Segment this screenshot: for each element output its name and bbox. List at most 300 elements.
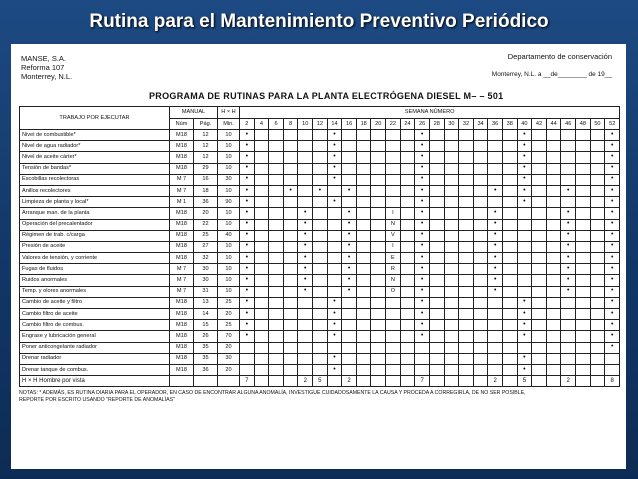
week-cell xyxy=(283,219,298,230)
week-cell xyxy=(415,241,430,252)
week-cell xyxy=(532,230,547,241)
week-cell xyxy=(415,297,430,308)
week-cell xyxy=(415,152,430,163)
week-cell xyxy=(590,197,605,208)
week-cell xyxy=(576,309,591,320)
week-cell xyxy=(400,230,415,241)
week-cell xyxy=(605,253,620,264)
week-cell xyxy=(502,230,517,241)
minutes: 30 xyxy=(218,353,240,364)
company-name: MANSE, S.A. xyxy=(21,54,67,63)
week-cell xyxy=(400,163,415,174)
week-cell xyxy=(532,253,547,264)
week-cell xyxy=(546,364,561,375)
check-mark: • xyxy=(304,231,307,239)
week-cell xyxy=(327,286,342,297)
week-cell xyxy=(517,364,532,375)
task-name: Anillos recolectores xyxy=(20,185,170,196)
task-name: Escobillas recolectoras xyxy=(20,174,170,185)
week-cell xyxy=(415,264,430,275)
week-cell xyxy=(400,185,415,196)
check-mark: • xyxy=(420,186,424,194)
week-cell xyxy=(298,219,313,230)
week-cell xyxy=(283,152,298,163)
week-cell xyxy=(546,219,561,230)
week-cell xyxy=(502,297,517,308)
week-cell xyxy=(546,253,561,264)
check-mark: • xyxy=(245,264,249,272)
week-cell xyxy=(327,364,342,375)
week-cell xyxy=(298,320,313,331)
week-cell xyxy=(590,364,605,375)
week-cell xyxy=(415,141,430,152)
week-cell xyxy=(254,185,269,196)
check-mark: • xyxy=(347,231,351,239)
check-mark: • xyxy=(420,152,424,160)
week-cell xyxy=(429,219,444,230)
week-cell xyxy=(400,219,415,230)
check-mark: • xyxy=(245,253,249,261)
empty-cell xyxy=(218,376,240,387)
task-name: Drenar radiador xyxy=(20,353,170,364)
table-row xyxy=(20,353,620,364)
check-mark: • xyxy=(289,186,292,194)
check-mark: • xyxy=(304,287,307,295)
vertical-letter: N xyxy=(390,277,395,284)
week-cell xyxy=(254,275,269,286)
week-cell xyxy=(327,230,342,241)
week-cell xyxy=(605,197,620,208)
week-header: 48 xyxy=(576,119,591,130)
week-cell xyxy=(371,275,386,286)
task-name: Limpieza de planta y local* xyxy=(20,197,170,208)
week-cell xyxy=(444,320,459,331)
week-cell xyxy=(546,331,561,342)
week-cell xyxy=(327,331,342,342)
week-cell xyxy=(502,185,517,196)
week-header: 2 xyxy=(240,119,255,130)
minutes: 10 xyxy=(218,286,240,297)
maintenance-document xyxy=(11,44,626,469)
manual-page: 35 xyxy=(194,353,218,364)
week-cell xyxy=(313,185,328,196)
week-cell xyxy=(283,241,298,252)
week-cell xyxy=(269,320,284,331)
table-row xyxy=(20,174,620,185)
week-cell xyxy=(444,141,459,152)
week-cell xyxy=(356,152,371,163)
notes-line-1: NOTAS: * ADEMÁS, ES RUTINA DIARIA PARA EL OPERADOR, EN CASO DE ENCONTRAR ALGUNA ANOMALÍA, INVESTIGUE CUIDADOSAMENTE LA CAUSA Y PROCEDA A CORREGIRLA, DE NO SER POSIBLE, xyxy=(19,390,526,397)
week-cell xyxy=(444,152,459,163)
week-cell xyxy=(576,342,591,353)
week-cell xyxy=(356,163,371,174)
week-cell xyxy=(605,353,620,364)
week-cell xyxy=(546,208,561,219)
week-cell xyxy=(444,264,459,275)
week-cell xyxy=(561,286,576,297)
week-cell xyxy=(488,163,503,174)
week-cell xyxy=(415,286,430,297)
week-cell xyxy=(561,320,576,331)
hxh-value xyxy=(473,376,488,387)
week-cell xyxy=(240,241,255,252)
week-cell xyxy=(605,286,620,297)
week-cell xyxy=(342,230,357,241)
hxh-value xyxy=(371,376,386,387)
week-cell xyxy=(254,241,269,252)
manual-page: 14 xyxy=(194,309,218,320)
week-cell xyxy=(371,309,386,320)
week-cell xyxy=(532,241,547,252)
week-cell xyxy=(240,141,255,152)
check-mark: • xyxy=(347,220,351,228)
company-street: Reforma 107 xyxy=(21,63,65,72)
week-cell xyxy=(313,353,328,364)
week-cell xyxy=(313,241,328,252)
week-cell xyxy=(561,264,576,275)
minutes: 20 xyxy=(218,309,240,320)
check-mark: • xyxy=(566,231,570,239)
minutes: 90 xyxy=(218,197,240,208)
week-cell xyxy=(429,174,444,185)
week-cell xyxy=(459,230,474,241)
week-cell xyxy=(356,241,371,252)
week-cell xyxy=(283,163,298,174)
week-cell xyxy=(371,241,386,252)
week-cell xyxy=(517,185,532,196)
week-cell xyxy=(561,174,576,185)
week-cell xyxy=(298,353,313,364)
week-cell xyxy=(415,174,430,185)
week-cell xyxy=(415,364,430,375)
check-mark: • xyxy=(245,141,249,149)
minutes: 25 xyxy=(218,320,240,331)
table-row xyxy=(20,253,620,264)
check-mark: • xyxy=(493,208,497,216)
task-name: Nivel de combustible* xyxy=(20,130,170,141)
week-cell xyxy=(313,286,328,297)
week-cell xyxy=(429,208,444,219)
week-cell xyxy=(561,275,576,286)
week-cell xyxy=(342,297,357,308)
week-cell xyxy=(386,264,401,275)
week-cell xyxy=(283,253,298,264)
week-cell xyxy=(240,309,255,320)
week-header: 20 xyxy=(371,119,386,130)
check-mark: • xyxy=(523,175,526,183)
week-cell xyxy=(342,275,357,286)
week-cell xyxy=(400,208,415,219)
week-cell xyxy=(298,174,313,185)
week-cell xyxy=(429,185,444,196)
week-cell xyxy=(342,253,357,264)
week-cell xyxy=(459,197,474,208)
week-cell xyxy=(283,320,298,331)
department-label: Departamento de conservación xyxy=(507,52,612,61)
week-cell xyxy=(400,331,415,342)
week-cell xyxy=(459,353,474,364)
week-cell xyxy=(298,241,313,252)
week-header: 24 xyxy=(400,119,415,130)
week-cell xyxy=(371,342,386,353)
week-cell xyxy=(313,230,328,241)
check-mark: • xyxy=(347,208,351,216)
week-cell xyxy=(605,130,620,141)
week-cell xyxy=(444,208,459,219)
week-cell xyxy=(240,219,255,230)
week-cell xyxy=(561,331,576,342)
week-cell xyxy=(371,219,386,230)
week-cell xyxy=(356,230,371,241)
manual-num: M18 xyxy=(170,241,194,252)
week-cell xyxy=(313,264,328,275)
week-cell xyxy=(283,364,298,375)
minutes: 40 xyxy=(218,230,240,241)
week-cell xyxy=(517,342,532,353)
week-cell xyxy=(269,163,284,174)
week-header: 28 xyxy=(429,119,444,130)
week-cell xyxy=(269,353,284,364)
week-cell xyxy=(429,320,444,331)
week-cell xyxy=(473,241,488,252)
check-mark: • xyxy=(333,141,336,149)
manual-num: M 7 xyxy=(170,275,194,286)
check-mark: • xyxy=(566,253,570,261)
week-cell xyxy=(517,141,532,152)
manual-num: M18 xyxy=(170,353,194,364)
check-mark: • xyxy=(347,253,351,261)
week-cell xyxy=(415,353,430,364)
week-cell xyxy=(473,174,488,185)
week-cell xyxy=(576,130,591,141)
week-cell xyxy=(488,342,503,353)
week-cell xyxy=(576,185,591,196)
week-cell xyxy=(502,197,517,208)
week-cell xyxy=(327,163,342,174)
week-cell xyxy=(605,230,620,241)
week-cell xyxy=(576,286,591,297)
week-cell xyxy=(444,230,459,241)
task-name: Arranque man. de la planta xyxy=(20,208,170,219)
week-cell xyxy=(429,241,444,252)
week-cell xyxy=(283,208,298,219)
check-mark: • xyxy=(610,208,614,216)
table-row xyxy=(20,264,620,275)
hxh-value xyxy=(386,376,401,387)
week-cell xyxy=(240,286,255,297)
task-name: Cambio de aceite y filtro xyxy=(20,297,170,308)
vertical-letter: E xyxy=(391,254,395,261)
week-cell xyxy=(488,275,503,286)
week-cell xyxy=(459,208,474,219)
empty-cell xyxy=(170,376,194,387)
min-header: Min. xyxy=(218,119,240,130)
program-title: PROGRAMA DE RUTINAS PARA LA PLANTA ELECTRÓGENA DIESEL M– – 501 xyxy=(149,91,504,101)
week-cell xyxy=(444,174,459,185)
week-cell xyxy=(561,241,576,252)
week-cell xyxy=(386,152,401,163)
week-cell xyxy=(269,253,284,264)
manual-page: 22 xyxy=(194,219,218,230)
week-cell xyxy=(502,152,517,163)
week-cell xyxy=(459,309,474,320)
week-cell xyxy=(342,320,357,331)
task-name: Temp. y olores anormales xyxy=(20,286,170,297)
week-cell xyxy=(459,130,474,141)
week-cell xyxy=(576,152,591,163)
week-cell xyxy=(459,152,474,163)
check-mark: • xyxy=(610,186,614,194)
week-cell xyxy=(386,130,401,141)
week-cell xyxy=(576,174,591,185)
check-mark: • xyxy=(610,242,614,250)
week-cell xyxy=(371,253,386,264)
week-cell xyxy=(400,241,415,252)
company-city: Monterrey, N.L. xyxy=(21,72,73,81)
hxh-value xyxy=(546,376,561,387)
table-row xyxy=(20,331,620,342)
week-cell xyxy=(473,264,488,275)
week-cell xyxy=(576,353,591,364)
week-cell xyxy=(415,342,430,353)
check-mark: • xyxy=(420,130,424,138)
week-cell xyxy=(590,208,605,219)
week-cell xyxy=(356,286,371,297)
check-mark: • xyxy=(493,220,497,228)
week-cell xyxy=(546,141,561,152)
week-cell xyxy=(240,185,255,196)
week-cell xyxy=(517,286,532,297)
week-cell xyxy=(546,152,561,163)
check-mark: • xyxy=(245,208,249,216)
week-cell xyxy=(561,163,576,174)
check-mark: • xyxy=(610,164,614,172)
week-cell xyxy=(590,163,605,174)
week-cell xyxy=(546,163,561,174)
hxh-label: H × H Hombre por vista xyxy=(20,376,170,387)
week-cell xyxy=(269,208,284,219)
check-mark: • xyxy=(245,197,249,205)
check-mark: • xyxy=(245,298,249,306)
week-cell xyxy=(386,253,401,264)
week-cell xyxy=(605,264,620,275)
week-cell xyxy=(488,320,503,331)
week-cell xyxy=(283,174,298,185)
week-cell xyxy=(254,253,269,264)
minutes: 10 xyxy=(218,163,240,174)
week-cell xyxy=(254,286,269,297)
check-mark: • xyxy=(420,276,424,284)
check-mark: • xyxy=(420,298,424,306)
week-cell xyxy=(459,241,474,252)
week-cell xyxy=(400,275,415,286)
hxh-value xyxy=(400,376,415,387)
week-cell xyxy=(473,208,488,219)
week-cell xyxy=(240,297,255,308)
week-cell xyxy=(313,331,328,342)
week-cell xyxy=(283,297,298,308)
week-header: 8 xyxy=(283,119,298,130)
week-cell xyxy=(546,353,561,364)
week-cell xyxy=(561,253,576,264)
week-cell xyxy=(532,174,547,185)
week-cell xyxy=(488,253,503,264)
week-cell xyxy=(561,219,576,230)
week-cell xyxy=(240,320,255,331)
week-cell xyxy=(488,309,503,320)
week-cell xyxy=(488,353,503,364)
week-cell xyxy=(532,320,547,331)
week-cell xyxy=(444,275,459,286)
week-cell xyxy=(269,130,284,141)
week-cell xyxy=(283,130,298,141)
week-cell xyxy=(546,185,561,196)
week-cell xyxy=(298,208,313,219)
week-cell xyxy=(415,320,430,331)
week-cell xyxy=(429,353,444,364)
week-cell xyxy=(254,208,269,219)
week-cell xyxy=(488,130,503,141)
week-cell xyxy=(356,331,371,342)
week-cell xyxy=(473,141,488,152)
manual-page: 15 xyxy=(194,320,218,331)
week-cell xyxy=(342,264,357,275)
manual-num: M 1 xyxy=(170,197,194,208)
week-cell xyxy=(298,141,313,152)
check-mark: • xyxy=(347,186,351,194)
table-row xyxy=(20,208,620,219)
week-cell xyxy=(298,197,313,208)
check-mark: • xyxy=(245,276,249,284)
check-mark: • xyxy=(420,220,424,228)
week-cell xyxy=(605,208,620,219)
week-cell xyxy=(356,219,371,230)
week-cell xyxy=(517,174,532,185)
week-cell xyxy=(590,230,605,241)
week-cell xyxy=(400,286,415,297)
week-cell xyxy=(459,331,474,342)
week-cell xyxy=(356,264,371,275)
week-cell xyxy=(576,141,591,152)
week-cell xyxy=(283,309,298,320)
check-mark: • xyxy=(420,253,424,261)
manual-num: M 7 xyxy=(170,174,194,185)
week-cell xyxy=(269,286,284,297)
pag-header: Pág. xyxy=(194,119,218,130)
task-name: Fugas de fluidos xyxy=(20,264,170,275)
check-mark: • xyxy=(610,276,614,284)
week-cell xyxy=(400,174,415,185)
week-cell xyxy=(459,219,474,230)
manual-num: M18 xyxy=(170,230,194,241)
week-cell xyxy=(313,163,328,174)
check-mark: • xyxy=(420,231,424,239)
manual-page: 32 xyxy=(194,253,218,264)
week-cell xyxy=(313,275,328,286)
check-mark: • xyxy=(245,309,249,317)
week-cell xyxy=(342,197,357,208)
manual-num: M18 xyxy=(170,320,194,331)
week-cell xyxy=(386,353,401,364)
check-mark: • xyxy=(333,197,336,205)
minutes: 10 xyxy=(218,141,240,152)
hxh-value: 2 xyxy=(561,376,576,387)
week-header: 52 xyxy=(605,119,620,130)
vertical-letter: V xyxy=(391,232,395,239)
week-cell xyxy=(298,342,313,353)
week-cell xyxy=(313,364,328,375)
week-header: 42 xyxy=(532,119,547,130)
